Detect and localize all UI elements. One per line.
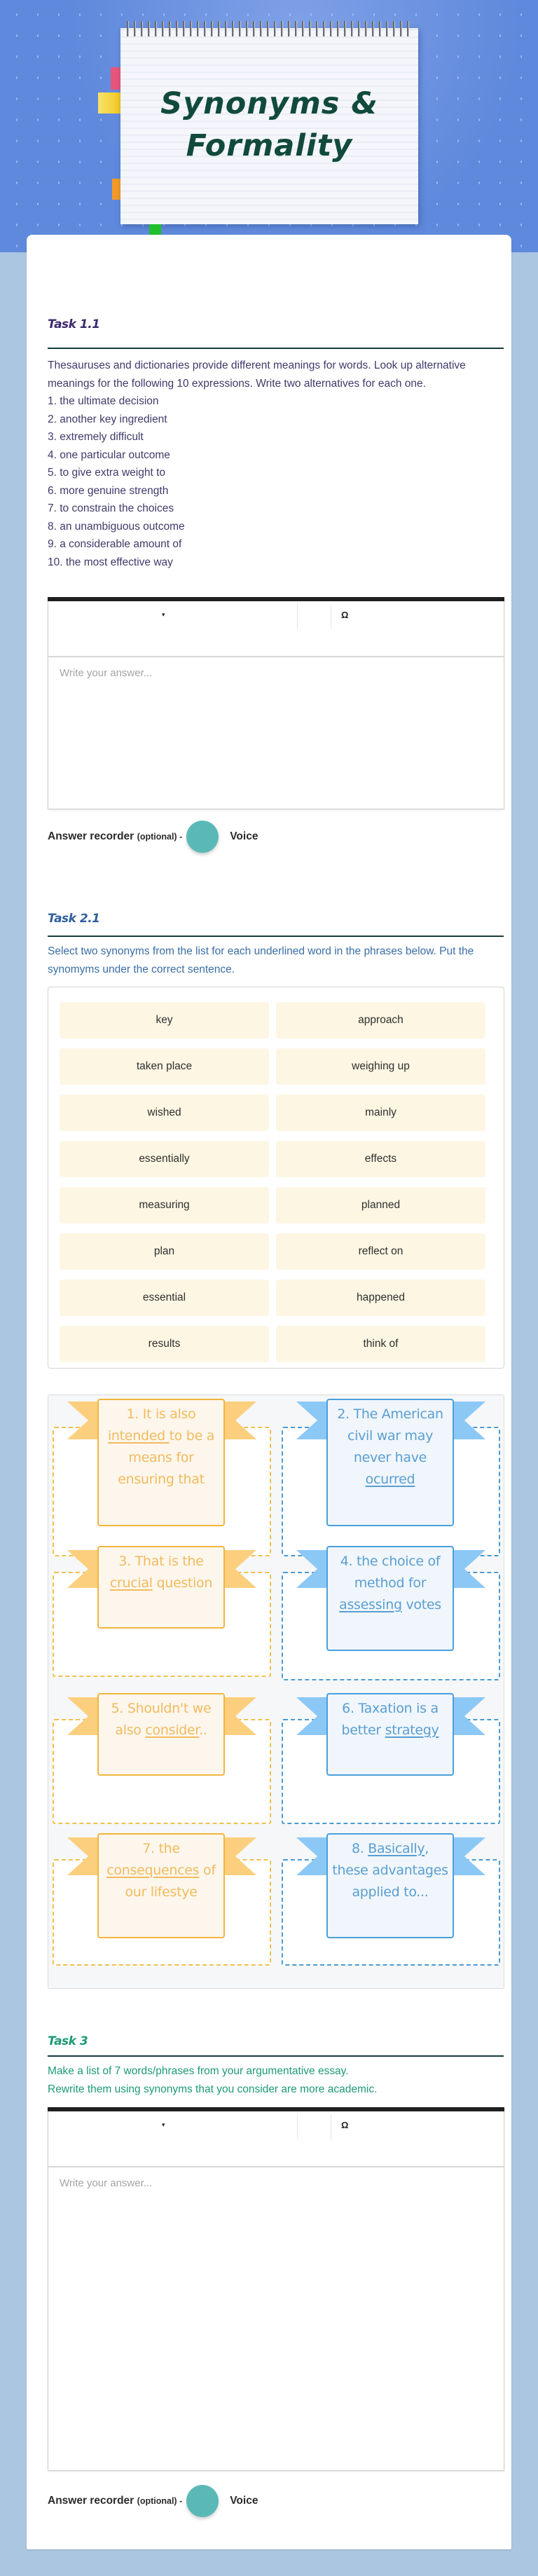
word-chip[interactable]: measuring (60, 1187, 269, 1224)
word-chip[interactable]: weighing up (276, 1048, 485, 1085)
task1-item: 4. one particular outcome (48, 448, 170, 461)
word-chip[interactable]: taken place (60, 1048, 269, 1085)
sentence-text: 8. (351, 1841, 368, 1856)
special-character-icon[interactable]: Ω (341, 2120, 349, 2130)
task1-item: 7. to constrain the choices (48, 502, 174, 514)
page-title (120, 83, 418, 167)
sentence-text: 3. That is the (118, 1554, 204, 1569)
toolbar-separator (297, 2114, 298, 2139)
word-chip[interactable]: key (60, 1002, 269, 1039)
word-chip[interactable]: results (60, 1326, 269, 1362)
word-chip[interactable]: think of (276, 1326, 485, 1362)
word-chip[interactable]: happened (276, 1280, 485, 1316)
task1-answer-editor (48, 597, 504, 809)
word-chip[interactable]: essential (60, 1280, 269, 1316)
toolbar-separator (297, 604, 298, 629)
task1-item: 1. the ultimate decision (48, 395, 159, 407)
underlined-word: consequences (106, 1863, 200, 1878)
sentence-card-5 (97, 1693, 225, 1776)
voice-label: Voice (230, 2495, 258, 2507)
sentence-text: 2. The American civil war may never have (337, 1406, 443, 1465)
word-chip[interactable]: planned (276, 1187, 485, 1224)
sentence-card-1 (97, 1399, 225, 1526)
sentence-text: 6. Taxation is a better (341, 1701, 439, 1738)
sentence-board (48, 1395, 504, 1989)
recorder-optional-label: (optional) - (137, 2496, 183, 2506)
task2-instructions: Select two synonyms from the list for each underlined word in the phrases below. Put the synomyms under the correct sentence. (48, 945, 474, 975)
underlined-word: assessing (339, 1597, 402, 1612)
underlined-word: intended (107, 1428, 170, 1444)
task1-item: 6. more genuine strength (48, 484, 169, 497)
sentence-text: 1. It is also (126, 1406, 196, 1422)
special-character-icon[interactable]: Ω (341, 610, 349, 620)
sentence-text: question (152, 1575, 213, 1591)
task1-item: 10. the most effective way (48, 556, 173, 568)
editor-toolbar (48, 2111, 504, 2167)
task2-divider (48, 936, 504, 937)
underlined-word: ocurred (365, 1472, 415, 1487)
title-line-1: Synonyms & (160, 86, 378, 121)
sentence-card-6 (326, 1693, 454, 1776)
task1-instruction-text: Thesauruses and dictionaries provide different meanings for words. Look up alternative meanings for the following 10 expressions. Write two alternatives for each one. (48, 359, 466, 390)
task1-item: 2. another key ingredient (48, 413, 167, 425)
sentence-card-4 (326, 1546, 454, 1651)
voice-label: Voice (230, 830, 258, 842)
underlined-word: crucial (109, 1575, 153, 1591)
task1-heading: Task 1.1 (48, 317, 100, 331)
task3-divider (48, 2055, 504, 2057)
title-line-2: Formality (186, 128, 353, 163)
word-chip[interactable]: wished (60, 1095, 269, 1131)
sentence-card-3 (97, 1546, 225, 1629)
recorder-label: Answer recorder (48, 2495, 134, 2507)
sentence-text: .. (199, 1722, 207, 1738)
word-chip[interactable]: mainly (276, 1095, 485, 1131)
task3-heading: Task 3 (48, 2034, 88, 2048)
sentence-text: of our lifestye (125, 1863, 216, 1900)
underlined-word: Basically (368, 1841, 425, 1856)
format-dropdown-icon[interactable]: ▾ (162, 611, 165, 618)
sentence-card-7 (97, 1833, 225, 1938)
notebook-tab-yellow (98, 93, 122, 114)
task3-instruction-line: Make a list of 7 words/phrases from your argumentative essay. (48, 2065, 349, 2077)
task1-divider (48, 348, 504, 349)
header-banner (0, 0, 538, 252)
word-chip[interactable]: plan (60, 1233, 269, 1270)
worksheet-card (27, 235, 511, 2549)
task1-answer-input[interactable] (48, 657, 504, 809)
underlined-word: strategy (385, 1722, 439, 1738)
task2-heading: Task 2.1 (48, 912, 100, 926)
sentence-text: votes (401, 1597, 441, 1612)
word-chip[interactable]: approach (276, 1002, 485, 1039)
format-dropdown-icon[interactable]: ▾ (162, 2121, 165, 2128)
sentence-card-2 (326, 1399, 454, 1526)
word-bank (48, 987, 504, 1369)
record-voice-button[interactable] (186, 2485, 219, 2517)
task1-item: 9. a considerable amount of (48, 538, 182, 550)
underlined-word: consider (145, 1722, 200, 1738)
word-chip[interactable]: essentially (60, 1141, 269, 1177)
sentence-text: 5. Shouldn't we also (111, 1701, 212, 1738)
sentence-text: 4. the choice of method for (340, 1554, 441, 1591)
sentence-card-8 (326, 1833, 454, 1938)
sentence-text: 7. the (142, 1841, 180, 1856)
sentence-text: to be a means for ensuring that (118, 1428, 215, 1487)
word-chip[interactable]: effects (276, 1141, 485, 1177)
task3-instruction-line: Rewrite them using synonyms that you consider are more academic. (48, 2083, 378, 2095)
editor-toolbar (48, 601, 504, 657)
task1-instructions (48, 357, 504, 571)
recorder-label: Answer recorder (48, 830, 134, 842)
recorder-optional-label: (optional) - (137, 832, 183, 842)
sentence-text: , these advantages applied to... (332, 1841, 448, 1900)
task3-answer-input[interactable] (48, 2167, 504, 2470)
task3-instructions (48, 2062, 504, 2098)
word-chip[interactable]: reflect on (276, 1233, 485, 1270)
task1-item: 8. an unambiguous outcome (48, 520, 185, 533)
record-voice-button[interactable] (186, 821, 219, 853)
task3-answer-editor (48, 2107, 504, 2471)
spiral-binding (125, 21, 411, 36)
task1-item: 5. to give extra weight to (48, 467, 166, 479)
task1-answer-recorder (48, 821, 258, 852)
task3-answer-recorder (48, 2486, 258, 2516)
task1-item: 3. extremely difficult (48, 431, 144, 443)
